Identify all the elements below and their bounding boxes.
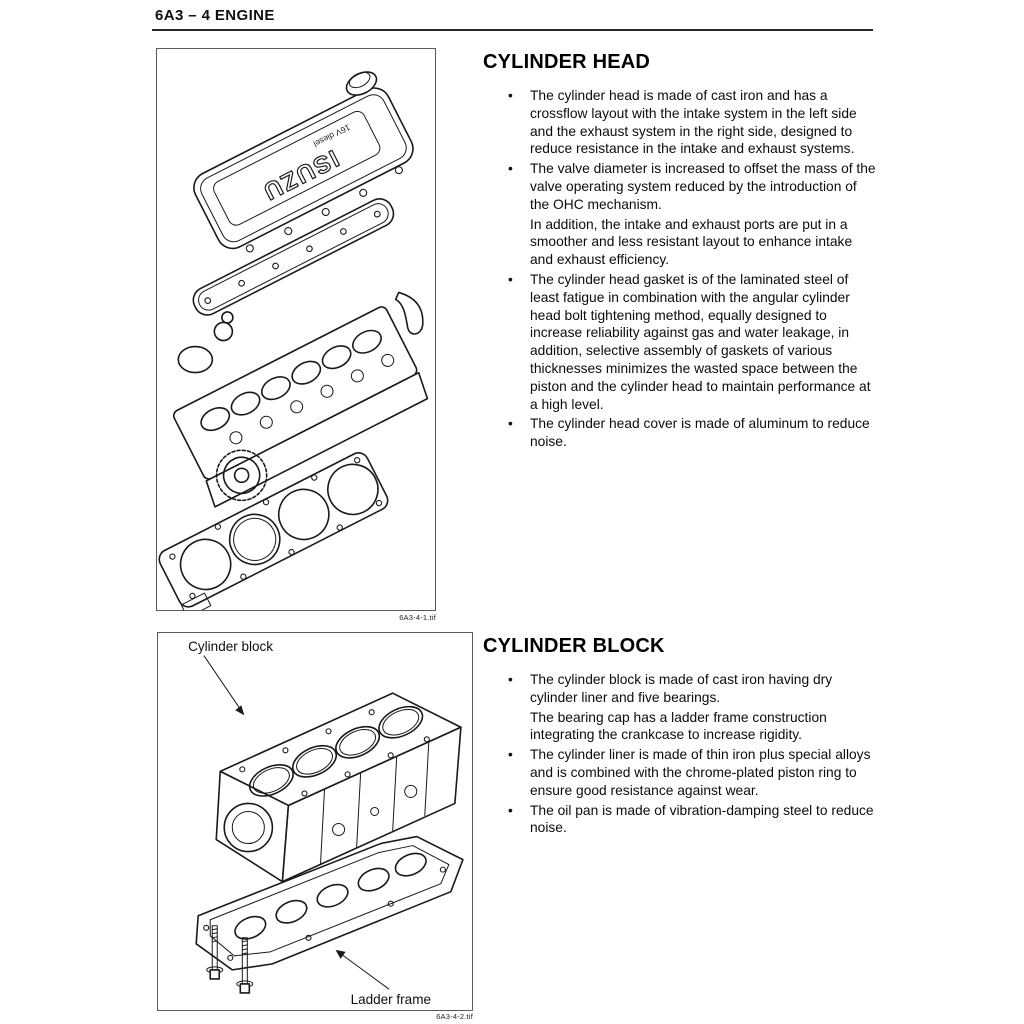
bullet-marker: • (508, 161, 513, 177)
valve-cover-drawing (180, 66, 424, 264)
bullet-text: The cylinder head is made of cast iron and has a crossflow layout with the intake system in the left side and the exhaust system in the right side, designed to reduce resistance in the intake and exhaust systems. (530, 88, 857, 157)
bullet-text: The oil pan is made of vibration-damping steel to reduce noise. (530, 802, 874, 836)
leader-arrow-cylinder-block (235, 705, 244, 715)
bullet-text: The cylinder head cover is made of aluminum to reduce noise. (530, 416, 870, 450)
leader-line-cylinder-block (204, 656, 240, 709)
section-title-cylinder-head: CYLINDER HEAD (483, 51, 651, 73)
bullet-marker: • (508, 747, 513, 763)
bullet-text: The cylinder liner is made of thin iron plus special alloys and is combined with the chrome-plated piston ring to ensure good resistance against wear. (530, 747, 871, 798)
list-item (483, 160, 878, 213)
list-item (483, 415, 878, 451)
bullet-text: In addition, the intake and exhaust ports are put in a smoother and less resistant layout to enhance intake and exhaust efficiency. (530, 216, 853, 268)
bullet-text: The cylinder head gasket is of the laminated steel of least fatigue in combination with the angular cylinder head bolt tightening method, equally designed to increase reliability against gas and water leakage, in addition, selective assembly of gaskets of various thicknesses minimizes the wasted space between the piston and the cylinder head to maintain performance at a high level. (530, 271, 871, 412)
cylinder-block-exploded-illustration (158, 633, 472, 1010)
section-title-cylinder-block: CYLINDER BLOCK (483, 635, 665, 657)
leader-arrow-ladder-frame (336, 950, 346, 959)
figure-cylinder-head (156, 48, 436, 611)
bullet-marker: • (508, 802, 513, 818)
section-cylinder-head (483, 51, 878, 453)
figure-cylinder-block (157, 632, 473, 1011)
bullet-text: The bearing cap has a ladder frame construction integrating the crankcase to increase rigidity. (530, 709, 827, 743)
section-cylinder-block (483, 635, 878, 839)
valve-cover-logo-subtext: 16V diesel (311, 122, 352, 150)
list-item (483, 271, 878, 413)
page-header-title: 6A3 – 4 ENGINE (155, 7, 275, 24)
header-rule (152, 29, 873, 31)
bullet-marker (483, 709, 530, 745)
bullet-marker: • (508, 271, 513, 287)
list-item (483, 802, 878, 838)
list-item (483, 671, 878, 707)
figure-caption-2: 6A3-4-2.tif (436, 1012, 473, 1021)
figure-caption-1: 6A3-4-1.tif (399, 613, 436, 622)
figure-label-cylinder-block: Cylinder block (188, 639, 274, 655)
bullet-marker: • (508, 416, 513, 432)
cylinder-head-exploded-illustration (157, 49, 435, 610)
bullet-text: The cylinder block is made of cast iron having dry cylinder liner and five bearings. (530, 672, 833, 705)
callout-ladder-frame (336, 950, 431, 1007)
callout-cylinder-block (188, 639, 273, 715)
bullet-marker: • (508, 88, 513, 103)
leader-line-ladder-frame (340, 953, 389, 989)
valve-cover-logo-text: ISUZU (257, 144, 343, 206)
list-item (483, 87, 878, 158)
bullet-text: The valve diameter is increased to offset the mass of the valve operating system reduced by the introduction of the OHC mechanism. (530, 161, 876, 212)
bullet-marker: • (508, 672, 513, 687)
bullet-marker (483, 216, 530, 269)
list-item (483, 216, 878, 269)
list-item (483, 746, 878, 799)
list-item (483, 709, 878, 745)
figure-label-ladder-frame: Ladder frame (350, 991, 431, 1007)
